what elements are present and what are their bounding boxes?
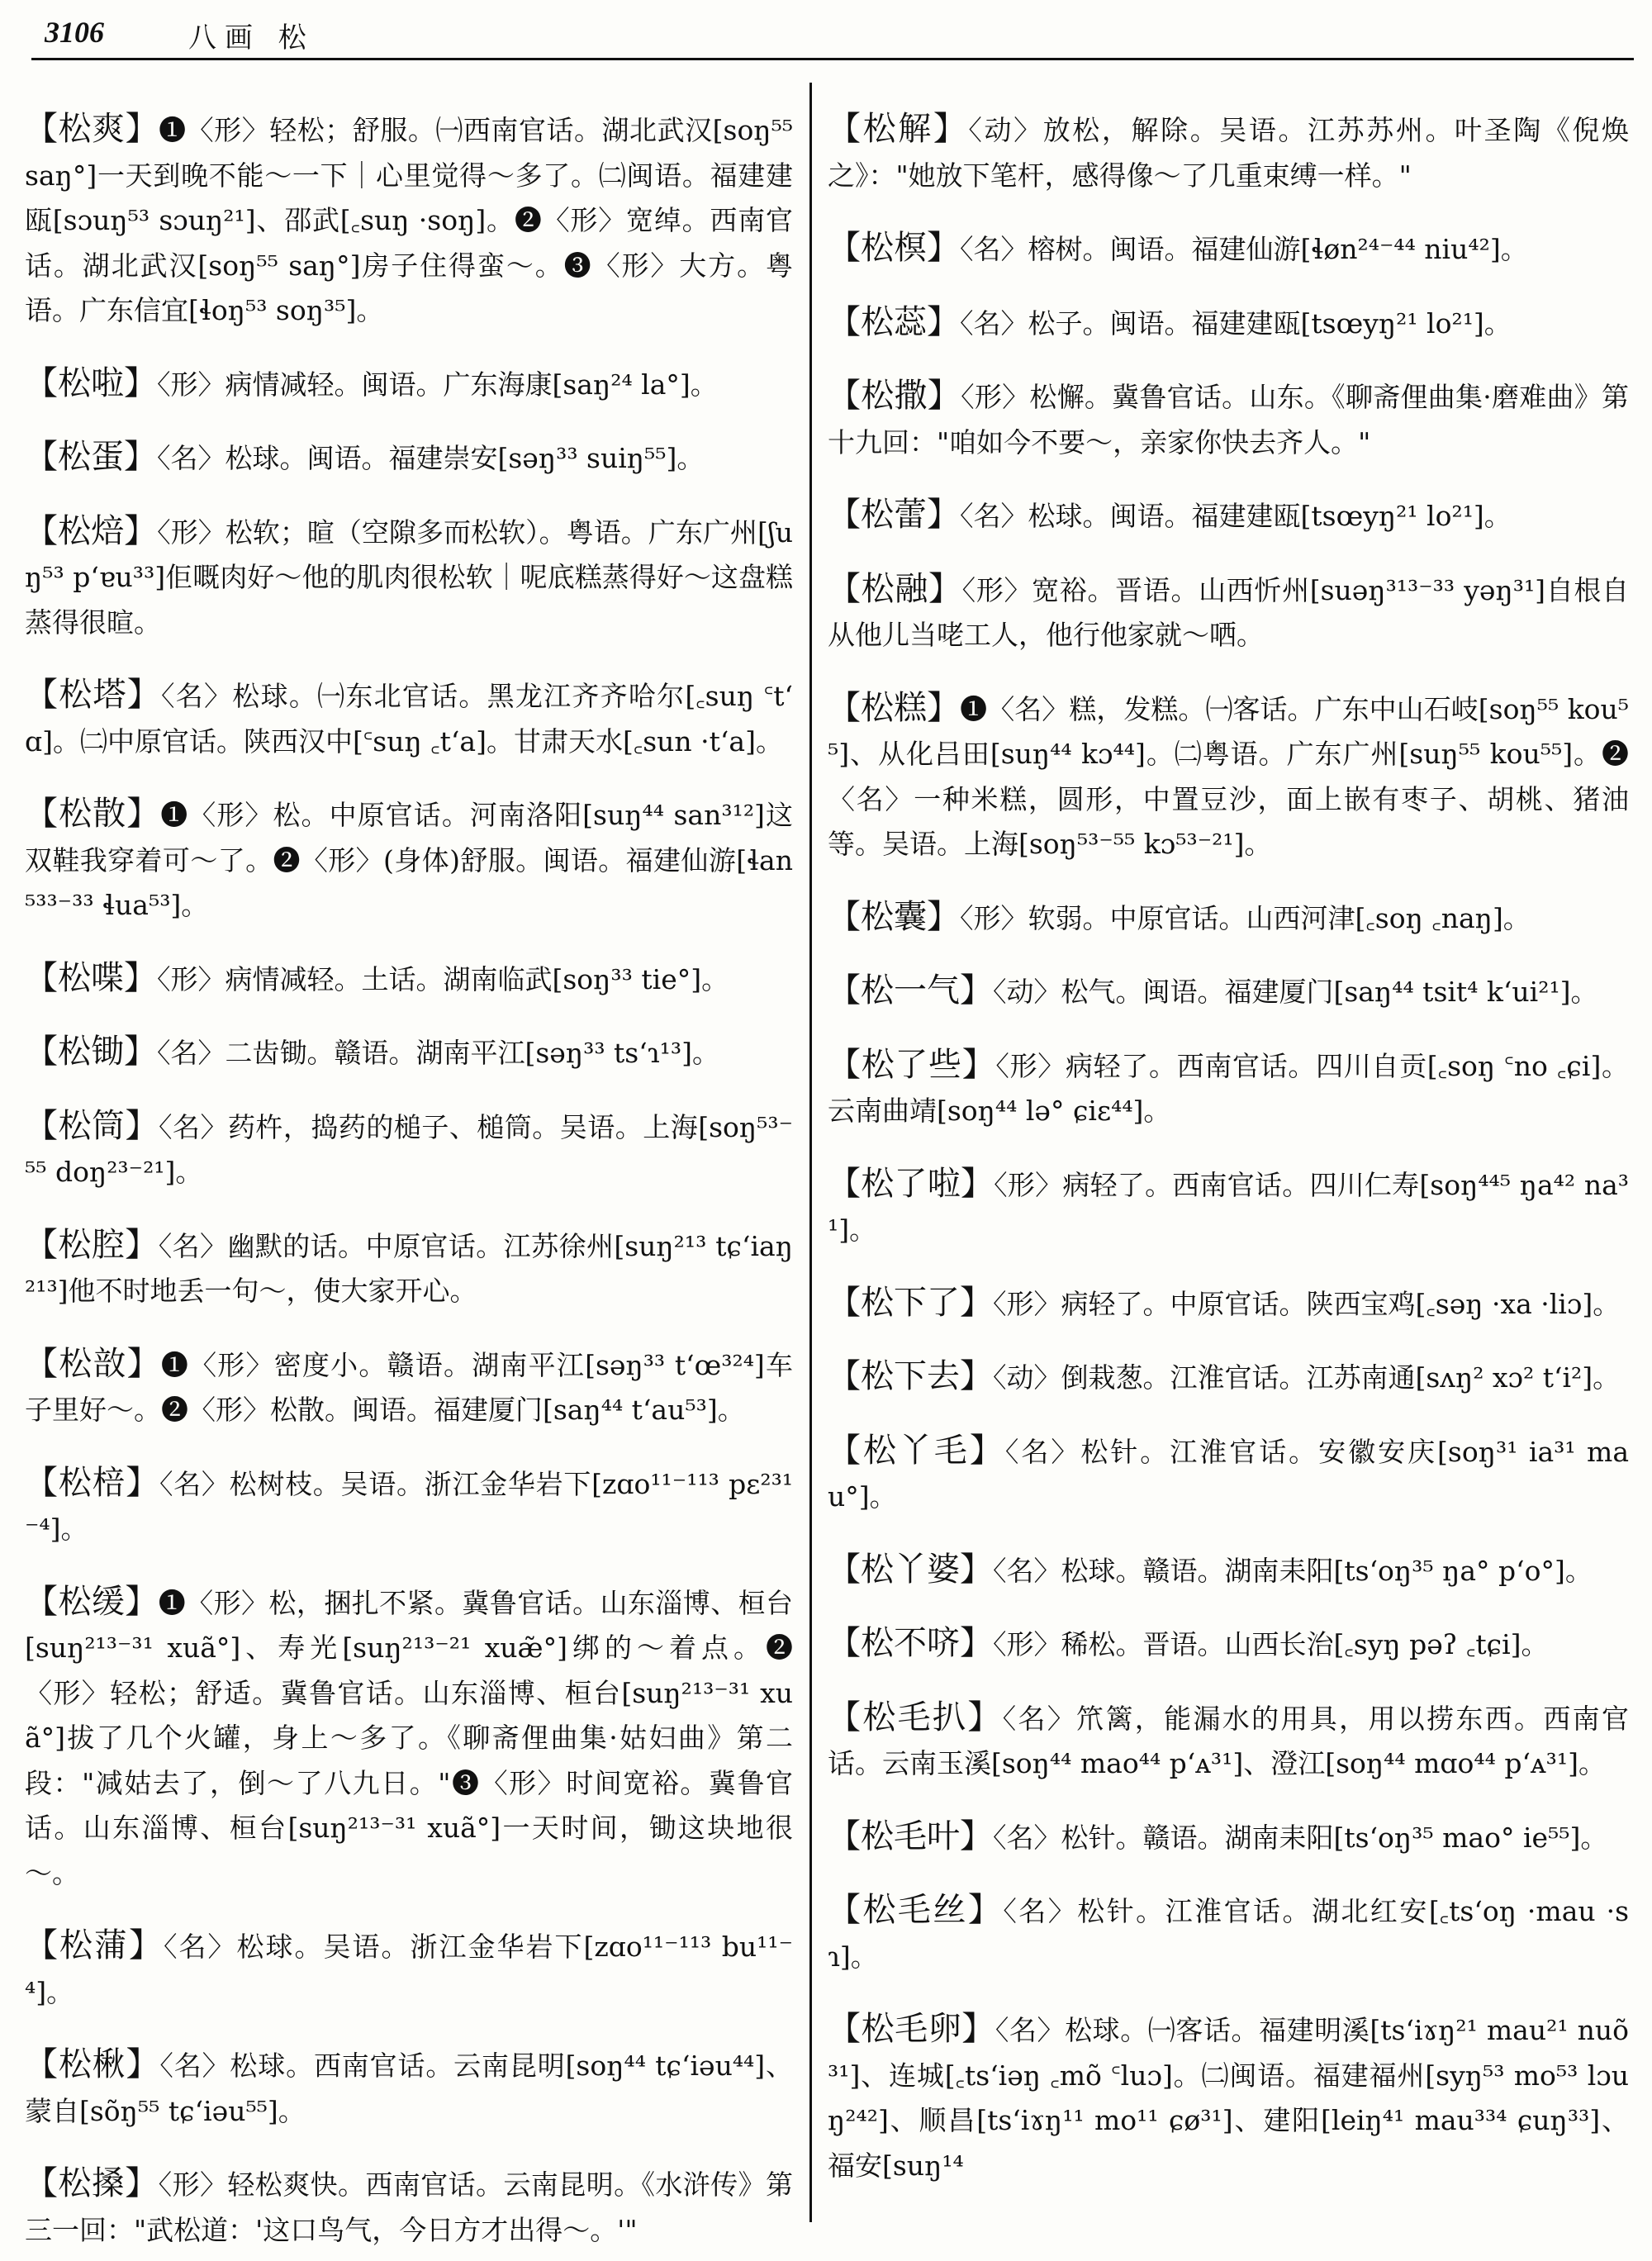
entry-headword: 【松爽】 [25,110,159,148]
dictionary-entry [828,1428,1629,1520]
entry-definition: 〈名〉幽默的话。中原官话。江苏徐州[suŋ²¹³ tɕʻiaŋ²¹³]他不时地丢一句～，使大家开心。 [25,1229,793,1307]
dictionary-entry [828,2007,1629,2188]
entry-headword: 【松毛卵】 [828,2010,995,2048]
page-number: 3106 [45,16,104,49]
dictionary-entry [25,361,793,408]
entry-definition: 〈名〉松球。吴语。浙江金华岩下[zɑo¹¹⁻¹¹³ bu¹¹⁻⁴]。 [25,1931,794,2008]
dictionary-entry [828,1354,1629,1401]
entry-definition: 〈形〉病轻了。中原官话。陕西宝鸡[꜀səŋ ·xa ·liɔ]。 [993,1287,1621,1320]
dictionary-entry [828,1161,1629,1253]
entry-headword: 【松焙】 [25,511,158,550]
entry-definition: 〈动〉倒栽葱。江淮官话。江苏南通[sʌŋ² xɔ² tʻi²]。 [993,1361,1621,1394]
entry-headword: 【松缓】 [25,1582,159,1621]
entry-definition: 〈名〉松针。赣语。湖南耒阳[tsʻoŋ³⁵ mao° ie⁵⁵]。 [993,1821,1608,1854]
headword-text: 松下去 [861,1357,960,1395]
entry-headword: 【松丫婆】 [828,1550,993,1589]
entry-definition: 〈名〉松球。闽语。福建崇安[səŋ³³ suiŋ⁵⁵]。 [157,442,705,474]
headword-text: 松喋 [58,958,124,997]
dictionary-entry [25,2161,793,2253]
dictionary-entry [828,1814,1629,1861]
dictionary-entry [828,226,1629,273]
header-rule [31,58,1634,60]
left-column [25,79,793,2261]
headword-text: 松撒 [861,377,928,415]
dictionary-entry [25,672,793,764]
entry-headword: 【松榠】 [828,229,960,267]
entry-definition: 〈名〉松子。闽语。福建建瓯[tsœyŋ²¹ lo²¹]。 [960,306,1512,340]
entry-headword: 【松啦】 [25,363,157,402]
entry-headword: 【松蛋】 [25,438,157,476]
dictionary-entry [828,1888,1629,1979]
entry-headword: 【松下了】 [828,1283,993,1322]
entry-headword: 【松丫毛】 [828,1431,1005,1470]
dictionary-entry [828,567,1629,658]
entry-headword: 【松喋】 [25,958,157,997]
entry-headword: 【松蕾】 [828,496,960,534]
entry-definition: 〈名〉松球。西南官话。云南昆明[soŋ⁴⁴ tɕʻiəu⁴⁴]、蒙自[sõŋ⁵⁵ tɕʻiəu⁵⁵]。 [25,2050,793,2127]
entry-definition: 〈形〉松软；暄（空隙多而松软）。粤语。广东广州[ʃuŋ⁵³ pʻɐu³³]佢嘅肉好～他的肌肉很松软｜呢底糕蒸得好～这盘糕蒸得很暄。 [25,515,794,639]
headword-text: 松解 [862,110,933,148]
dictionary-entry [828,373,1629,465]
dictionary-entry [25,1342,793,1433]
entry-definition: 〈名〉松球。㈠客话。福建明溪[tsʻiɤŋ²¹ mau²¹ nuõ³¹]、连城[꜀tsʻiəŋ ꜀mõ ꜂luɔ]。㈡闽语。福建福州[syŋ⁵³ mo⁵³ lɔuŋ²⁴²]、顺昌[tsʻiɤŋ¹¹ mo¹¹ ɕø³¹]、建阳[leiŋ⁴¹ mau³³⁴ ɕuŋ³³]、福安[suŋ¹⁴ [828,2014,1630,2182]
dictionary-entry [25,1223,793,1314]
headword-text: 松一气 [861,971,960,1009]
headword-text: 松融 [861,569,928,608]
entry-definition: 〈形〉病轻了。西南官话。四川仁寿[soŋ⁴⁴⁵ ŋa⁴² na³¹]。 [828,1168,1630,1246]
dictionary-entry [828,492,1629,539]
headword-text: 松糕 [861,688,928,727]
headword-text: 松蕊 [861,302,927,341]
headword-text: 松毛扒 [862,1698,968,1736]
entry-definition: 〈动〉松气。闽语。福建厦门[saŋ⁴⁴ tsit⁴ kʻui²¹]。 [993,976,1598,1008]
entry-definition: 〈形〉病情减轻。闽语。广东海康[saŋ²⁴ la°]。 [157,368,718,401]
dictionary-entry [25,1461,793,1552]
headword-text: 松蛋 [58,438,124,476]
dictionary-entry [828,300,1629,347]
dictionary-entry [828,1621,1629,1668]
headword-text: 松散 [59,795,127,833]
entry-headword: 【松楸】 [25,2045,160,2083]
entry-definition: 〈形〉软弱。中原官话。山西河津[꜀soŋ ꜀naŋ]。 [960,901,1531,934]
headword-text: 松不哜 [861,1624,960,1662]
entry-headword: 【松毛扒】 [828,1698,1003,1736]
headword-text: 松了些 [861,1045,962,1084]
entry-headword: 【松搡】 [25,2164,159,2202]
entry-definition: 〈名〉松针。江淮官话。安徽安庆[soŋ³¹ ia³¹ mau°]。 [828,1435,1630,1513]
entry-headword: 【松囊】 [828,897,960,936]
page-header [31,15,1634,55]
headword-text: 松榠 [861,229,927,267]
dictionary-entry [828,1695,1629,1787]
dictionary-entry [828,107,1629,198]
entry-headword: 【松不哜】 [828,1624,993,1662]
dictionary-entry [25,2042,793,2134]
entry-definition: 〈形〉轻松爽快。西南官话。云南昆明。《水浒传》第三一回："武松道：'这口鸟气，今日方才出得～。'" [25,2168,794,2246]
entry-definition: 〈形〉松懈。冀鲁官话。山东。《聊斋俚曲集·磨难曲》第十九回："咱如今不要～，亲家你快去齐人。" [828,381,1630,458]
headword-text: 松下了 [861,1283,960,1322]
dictionary-entry [25,1104,793,1195]
dictionary-entry [828,895,1629,942]
entry-definition: 〈形〉病轻了。西南官话。四川自贡[꜀soŋ ꜂no ꜀ɕi]。云南曲靖[soŋ⁴⁴ lə° ɕiɛ⁴⁴]。 [828,1049,1630,1127]
entry-definition: ❶〈名〉糕，发糕。㈠客话。广东中山石岐[soŋ⁵⁵ kou⁵⁵]、从化吕田[suŋ⁴⁴ kɔ⁴⁴]。㈡粤语。广东广州[suŋ⁵⁵ kou⁵⁵]。❷〈名〉一种米糕，圆形，中置豆沙，面上嵌有枣子、胡桃、猪油等。吴语。上海[soŋ⁵³⁻⁵⁵ kɔ⁵³⁻²¹]。 [828,692,1630,860]
entry-definition: 〈名〉松球。闽语。福建建瓯[tsœyŋ²¹ lo²¹]。 [960,500,1512,532]
headword-text: 松啦 [58,363,124,402]
dictionary-entry [25,1923,793,2015]
headword-text: 松搡 [58,2164,126,2202]
dictionary-entry [828,1043,1629,1134]
entry-definition: 〈名〉药杵，捣药的槌子、槌筒。吴语。上海[soŋ⁵³⁻⁵⁵ doŋ²³⁻²¹]。 [25,1110,794,1188]
dictionary-entry [828,1280,1629,1328]
dictionary-entry [25,791,793,929]
entry-headword: 【松下去】 [828,1357,993,1395]
headword-text: 松腔 [58,1225,126,1264]
headword-text: 松棓 [58,1463,126,1502]
entry-headword: 【松毛叶】 [828,1817,993,1855]
entry-definition: 〈名〉榕树。闽语。福建仙游[ɬøn²⁴⁻⁴⁴ niu⁴²]。 [960,233,1528,265]
dictionary-entry [25,1029,793,1076]
entry-headword: 【松蒲】 [25,1926,164,1964]
dictionary-entry [828,686,1629,867]
entry-headword: 【松解】 [828,110,969,148]
headword-text: 松焙 [58,511,125,550]
dictionary-entry [25,435,793,482]
dictionary-entry [25,1579,793,1897]
entry-headword: 【松一气】 [828,971,993,1009]
entry-definition: 〈名〉松树枝。吴语。浙江金华岩下[zɑo¹¹⁻¹¹³ pɛ²³¹⁻⁴]。 [25,1467,794,1545]
entry-headword: 【松棓】 [25,1463,159,1502]
headword-text: 松囊 [861,897,927,936]
column-divider [809,83,812,2222]
section-title: 八画 松 [188,21,315,55]
headword-text: 松筒 [58,1106,126,1145]
entry-headword: 【松蕊】 [828,302,960,341]
entry-definition: 〈形〉病情减轻。土话。湖南临武[soŋ³³ tie°]。 [157,962,729,995]
entry-definition: 〈名〉笊篱，能漏水的用具，用以捞东西。西南官话。云南玉溪[soŋ⁴⁴ mao⁴⁴ pʻᴀ³¹]、澄江[soŋ⁴⁴ mɑo⁴⁴ pʻᴀ³¹]。 [828,1702,1630,1779]
entry-definition: 〈名〉松球。㈠东北官话。黑龙江齐齐哈尔[꜀suŋ ꜂tʻɑ]。㈡中原官话。陕西汉中[꜂suŋ ꜀tʻa]。甘肃天水[꜀sun ·tʻa]。 [25,680,794,758]
headword-text: 松缓 [58,1582,126,1621]
entry-definition: ❶〈形〉轻松；舒服。㈠西南官话。湖北武汉[soŋ⁵⁵ saŋ°]一天到晚不能～一下｜心里觉得～多了。㈡闽语。福建建瓯[sɔuŋ⁵³ sɔuŋ²¹]、邵武[꜀suŋ ·soŋ]。❷〈形〉宽绰。西南官话。湖北武汉[soŋ⁵⁵ saŋ°]房子住得蛮～。❸〈形〉大方。粤语。广东信宜[ɬoŋ⁵³ soŋ³⁵]。 [25,114,794,326]
entry-headword: 【松塔】 [25,676,162,714]
dictionary-entry [828,968,1629,1015]
headword-text: 松蕾 [861,496,927,534]
entry-definition: 〈名〉松球。赣语。湖南耒阳[tsʻoŋ³⁵ ŋa° pʻo°]。 [993,1554,1593,1587]
entry-definition: 〈动〉放松，解除。吴语。江苏苏州。叶圣陶《倪焕之》："她放下笔杆，感得像～了几重束缚一样。" [828,114,1630,192]
entry-headword: 【松融】 [828,569,962,608]
headword-text: 松楸 [58,2045,126,2083]
headword-text: 松毛叶 [861,1817,960,1855]
dictionary-entry [828,1547,1629,1594]
entry-headword: 【松糕】 [828,688,961,727]
entry-definition: ❶〈形〉松。中原官话。河南洛阳[suŋ⁴⁴ san³¹²]这双鞋我穿着可～了。❷〈形〉(身体)舒服。闽语。福建仙游[ɬan⁵³³⁻³³ ɬua⁵³]。 [25,799,793,921]
headword-text: 松爽 [58,110,126,148]
entry-headword: 【松了啦】 [828,1164,995,1203]
entry-definition: 〈名〉二齿锄。赣语。湖南平江[səŋ³³ tsʻɿ¹³]。 [157,1037,719,1069]
entry-headword: 【松敨】 [25,1344,161,1383]
headword-text: 松了啦 [861,1164,961,1203]
headword-text: 松敨 [59,1344,127,1383]
headword-text: 松蒲 [59,1926,129,1964]
dictionary-entry [25,509,793,646]
entry-definition: 〈名〉松针。江淮官话。湖北红安[꜀tsʻoŋ ·mau ·sɿ]。 [828,1895,1630,1973]
headword-text: 松丫毛 [862,1431,970,1470]
entry-headword: 【松毛丝】 [828,1891,1004,1929]
entry-headword: 【松锄】 [25,1033,157,1071]
headword-text: 松毛卵 [861,2010,962,2048]
headword-text: 松丫婆 [861,1550,960,1589]
entry-definition: ❶〈形〉密度小。赣语。湖南平江[səŋ³³ tʻœ³²⁴]车子里好～。❷〈形〉松散。闽语。福建厦门[saŋ⁴⁴ tʻau⁵³]。 [25,1348,794,1426]
entry-definition: 〈形〉宽裕。晋语。山西忻州[suəŋ³¹³⁻³³ yəŋ³¹]自根自从他儿当咾工人，他行他家就～哂。 [828,573,1630,651]
entry-headword: 【松腔】 [25,1225,159,1264]
headword-text: 松锄 [58,1033,124,1071]
dictionary-entry [25,107,793,334]
entry-headword: 【松撒】 [828,377,961,415]
entry-headword: 【松散】 [25,795,161,833]
entry-headword: 【松了些】 [828,1045,996,1084]
headword-text: 松毛丝 [862,1891,968,1929]
entry-definition: ❶〈形〉松，捆扎不紧。冀鲁官话。山东淄博、桓台[suŋ²¹³⁻³¹ xuã°]、寿光[suŋ²¹³⁻²¹ xuæ̃°]绑的～着点。❷〈形〉轻松；舒适。冀鲁官话。山东淄博、桓台[suŋ²¹³⁻³¹ xuã°]拔了几个火罐，身上～多了。《聊斋俚曲集·姑妇曲》第二段："减姑去了，倒～了八九日。"❸〈形〉时间宽裕。冀鲁官话。山东淄博、桓台[suŋ²¹³⁻³¹ xuã°]一天时间，锄这块地很～。 [25,1586,794,1889]
dictionary-entry [25,956,793,1003]
right-column [828,79,1629,2197]
entry-definition: 〈形〉稀松。晋语。山西长治[꜀syŋ pəʔ ꜀tɕi]。 [993,1628,1549,1660]
entry-headword: 【松筒】 [25,1106,159,1145]
headword-text: 松塔 [59,676,127,714]
